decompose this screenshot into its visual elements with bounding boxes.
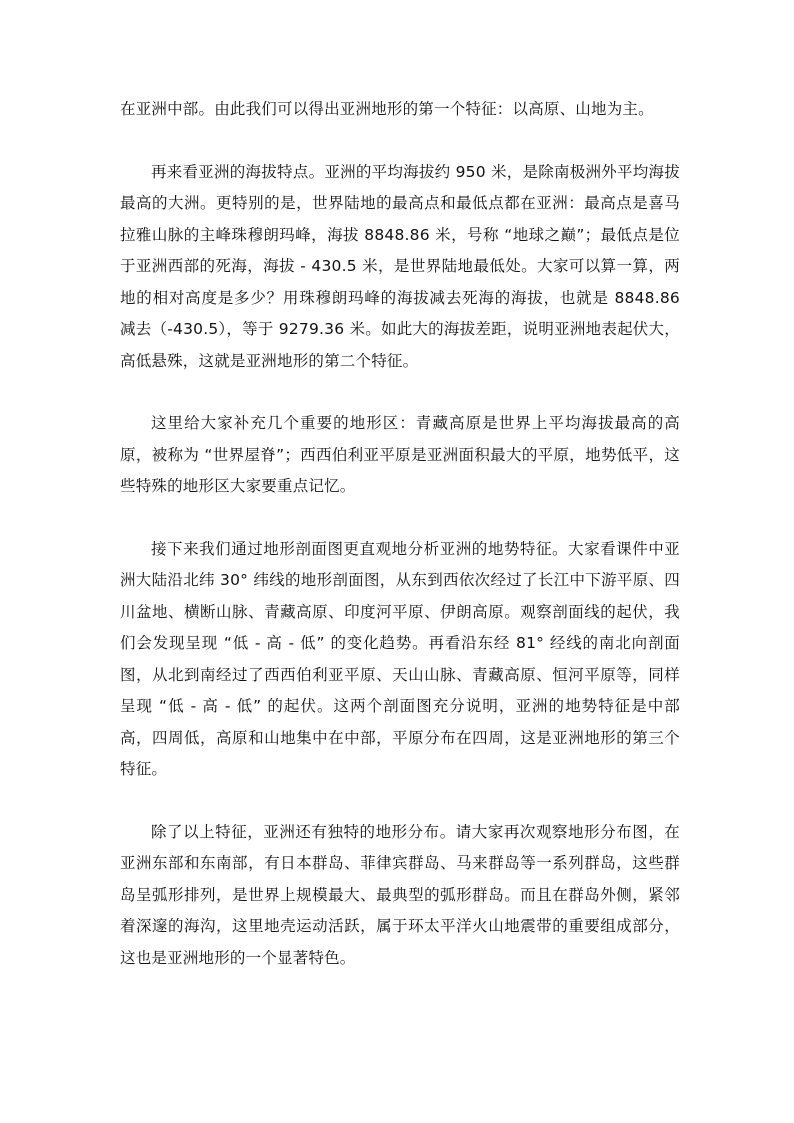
- paragraph-continuation: 在亚洲中部。由此我们可以得出亚洲地形的第一个特征：以高原、山地为主。: [120, 100, 654, 118]
- document-page: [120, 94, 680, 974]
- paragraph-landform-regions: 这里给大家补充几个重要的地形区：青藏高原是世界上平均海拔最高的高原，被称为 “世界屋脊”；西西伯利亚平原是亚洲面积最大的平原，地势低平，这些特殊的地形区大家要重点记忆。: [120, 414, 680, 495]
- paragraph-island-arcs: 除了以上特征，亚洲还有独特的地形分布。请大家再次观察地形分布图，在亚洲东部和东南部，有日本群岛、菲律宾群岛、马来群岛等一系列群岛，这些群岛呈弧形排列，是世界上规模最大、最典型的弧形群岛。而且在群岛外侧，紧邻着深邃的海沟，这里地壳运动活跃，属于环太平洋火山地震带的重要组成部分，这也是亚洲地形的一个显著特色。: [120, 822, 680, 967]
- paragraph-elevation: 再来看亚洲的海拔特点。亚洲的平均海拔约 950 米，是除南极洲外平均海拔最高的大洲。更特别的是，世界陆地的最高点和最低点都在亚洲：最高点是喜马拉雅山脉的主峰珠穆朗玛峰，海拔 8848.86 米，号称 “地球之巅”；最低点是位于亚洲西部的死海，海拔 - 430.5 米，是世界陆地最低处。大家可以算一算，两地的相对高度是多少？用珠穆朗玛峰的海拔减去死海的海拔，也就是 8848.86 减去（-430.5），等于 9279.36 米。如此大的海拔差距，说明亚洲地表起伏大，高低悬殊，这就是亚洲地形的第二个特征。: [120, 162, 680, 370]
- paragraph-terrain-profile: 接下来我们通过地形剖面图更直观地分析亚洲的地势特征。大家看课件中亚洲大陆沿北纬 30° 纬线的地形剖面图，从东到西依次经过了长江中下游平原、四川盆地、横断山脉、青藏高原、印度河平原、伊朗高原。观察剖面线的起伏，我们会发现呈现 “低 - 高 - 低” 的变化趋势。再看沿东经 81° 经线的南北向剖面图，从北到南经过了西西伯利亚平原、天山山脉、青藏高原、恒河平原等，同样呈现 “低 - 高 - 低” 的起伏。这两个剖面图充分说明，亚洲的地势特征是中部高，四周低，高原和山地集中在中部，平原分布在四周，这是亚洲地形的第三个特征。: [120, 539, 680, 778]
